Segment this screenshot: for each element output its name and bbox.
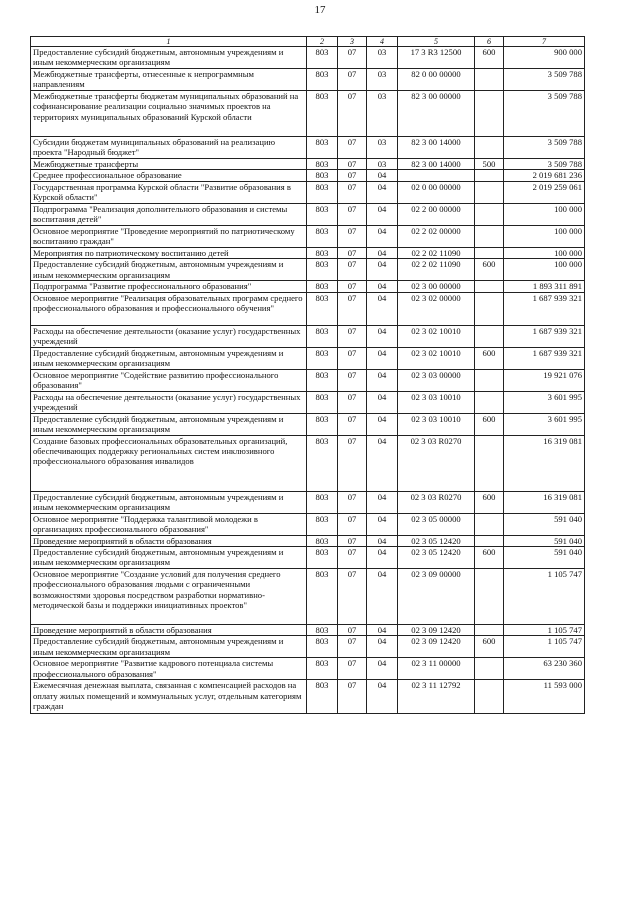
row-expense-type bbox=[475, 137, 504, 159]
row-name-cell: Государственная программа Курской области "Развитие образования в Курской области" bbox=[31, 181, 307, 203]
table-body bbox=[31, 47, 585, 714]
row-admin-code: 803 bbox=[307, 513, 338, 535]
row-amount: 16 319 081 bbox=[504, 435, 585, 491]
table-row bbox=[31, 491, 585, 513]
table-row bbox=[31, 159, 585, 170]
row-target-code: 02 3 09 00000 bbox=[398, 569, 475, 625]
row-target-code: 02 2 02 11090 bbox=[398, 247, 475, 258]
row-amount: 100 000 bbox=[504, 225, 585, 247]
table-row bbox=[31, 292, 585, 325]
row-target-code: 82 0 00 00000 bbox=[398, 69, 475, 91]
row-amount: 900 000 bbox=[504, 47, 585, 69]
table-row bbox=[31, 413, 585, 435]
table-row bbox=[31, 435, 585, 491]
row-admin-code: 803 bbox=[307, 547, 338, 569]
row-target-code: 02 3 03 10010 bbox=[398, 391, 475, 413]
row-admin-code: 803 bbox=[307, 181, 338, 203]
row-target-code: 02 3 05 12420 bbox=[398, 547, 475, 569]
row-expense-type bbox=[475, 225, 504, 247]
row-name-cell: Основное мероприятие "Развитие кадрового потенциала системы профессионального образования" bbox=[31, 658, 307, 680]
column-header: 5 bbox=[398, 37, 475, 47]
table-row bbox=[31, 547, 585, 569]
row-target-code: 82 3 00 00000 bbox=[398, 91, 475, 137]
row-target-code: 02 3 09 12420 bbox=[398, 636, 475, 658]
table-row bbox=[31, 680, 585, 714]
row-expense-type bbox=[475, 292, 504, 325]
row-section-code: 07 bbox=[338, 513, 367, 535]
table-row bbox=[31, 225, 585, 247]
row-subsection-code: 03 bbox=[367, 137, 398, 159]
row-admin-code: 803 bbox=[307, 636, 338, 658]
row-section-code: 07 bbox=[338, 170, 367, 181]
table-row bbox=[31, 347, 585, 369]
table-row bbox=[31, 391, 585, 413]
row-admin-code: 803 bbox=[307, 658, 338, 680]
row-section-code: 07 bbox=[338, 347, 367, 369]
table-row bbox=[31, 203, 585, 225]
row-amount: 1 687 939 321 bbox=[504, 347, 585, 369]
row-admin-code: 803 bbox=[307, 347, 338, 369]
row-section-code: 07 bbox=[338, 535, 367, 546]
row-admin-code: 803 bbox=[307, 391, 338, 413]
row-name-cell: Предоставление субсидий бюджетным, автономным учреждениям и иным некоммерческим организациям bbox=[31, 347, 307, 369]
row-subsection-code: 04 bbox=[367, 225, 398, 247]
row-section-code: 07 bbox=[338, 658, 367, 680]
row-amount: 1 105 747 bbox=[504, 569, 585, 625]
row-subsection-code: 04 bbox=[367, 281, 398, 292]
row-expense-type: 600 bbox=[475, 547, 504, 569]
row-expense-type: 600 bbox=[475, 47, 504, 69]
row-expense-type bbox=[475, 247, 504, 258]
row-target-code: 02 3 02 10010 bbox=[398, 325, 475, 347]
row-amount: 591 040 bbox=[504, 547, 585, 569]
row-amount: 2 019 681 236 bbox=[504, 170, 585, 181]
row-target-code: 02 3 02 10010 bbox=[398, 347, 475, 369]
row-admin-code: 803 bbox=[307, 203, 338, 225]
table-row bbox=[31, 636, 585, 658]
row-subsection-code: 04 bbox=[367, 369, 398, 391]
row-subsection-code: 04 bbox=[367, 292, 398, 325]
row-amount: 3 509 788 bbox=[504, 159, 585, 170]
row-admin-code: 803 bbox=[307, 69, 338, 91]
row-subsection-code: 03 bbox=[367, 69, 398, 91]
row-admin-code: 803 bbox=[307, 535, 338, 546]
row-expense-type: 600 bbox=[475, 491, 504, 513]
row-admin-code: 803 bbox=[307, 569, 338, 625]
row-amount: 2 019 259 061 bbox=[504, 181, 585, 203]
table-row bbox=[31, 625, 585, 636]
row-subsection-code: 04 bbox=[367, 636, 398, 658]
row-name-cell: Предоставление субсидий бюджетным, автономным учреждениям и иным некоммерческим организациям bbox=[31, 259, 307, 281]
table-row bbox=[31, 513, 585, 535]
row-section-code: 07 bbox=[338, 391, 367, 413]
row-subsection-code: 04 bbox=[367, 680, 398, 714]
row-subsection-code: 04 bbox=[367, 170, 398, 181]
row-target-code bbox=[398, 170, 475, 181]
row-section-code: 07 bbox=[338, 435, 367, 491]
row-admin-code: 803 bbox=[307, 159, 338, 170]
row-subsection-code: 04 bbox=[367, 347, 398, 369]
row-name-cell: Подпрограмма "Развитие профессионального образования" bbox=[31, 281, 307, 292]
row-section-code: 07 bbox=[338, 569, 367, 625]
column-header: 6 bbox=[475, 37, 504, 47]
row-subsection-code: 04 bbox=[367, 247, 398, 258]
row-amount: 19 921 076 bbox=[504, 369, 585, 391]
row-admin-code: 803 bbox=[307, 625, 338, 636]
row-admin-code: 803 bbox=[307, 259, 338, 281]
row-name-cell: Предоставление субсидий бюджетным, автономным учреждениям и иным некоммерческим организациям bbox=[31, 413, 307, 435]
row-section-code: 07 bbox=[338, 292, 367, 325]
row-expense-type bbox=[475, 435, 504, 491]
table-row bbox=[31, 91, 585, 137]
row-amount: 100 000 bbox=[504, 203, 585, 225]
row-section-code: 07 bbox=[338, 247, 367, 258]
row-admin-code: 803 bbox=[307, 491, 338, 513]
row-target-code: 02 2 02 00000 bbox=[398, 225, 475, 247]
row-name-cell: Основное мероприятие "Создание условий для получения среднего профессионального образования людьми с ограниченными возможностями здоровья посредством разработки нормативно-методической базы и поддержки инициативных проектов" bbox=[31, 569, 307, 625]
row-target-code: 02 3 03 10010 bbox=[398, 413, 475, 435]
column-header: 3 bbox=[338, 37, 367, 47]
row-target-code: 02 2 02 11090 bbox=[398, 259, 475, 281]
row-section-code: 07 bbox=[338, 491, 367, 513]
row-name-cell: Проведение мероприятий в области образования bbox=[31, 625, 307, 636]
row-section-code: 07 bbox=[338, 159, 367, 170]
row-admin-code: 803 bbox=[307, 413, 338, 435]
row-expense-type bbox=[475, 91, 504, 137]
row-name-cell: Ежемесячная денежная выплата, связанная с компенсацией расходов на оплату жилых помещений и коммунальных услуг, отдельным категориям граждан bbox=[31, 680, 307, 714]
table-row bbox=[31, 658, 585, 680]
row-subsection-code: 04 bbox=[367, 658, 398, 680]
column-header: 2 bbox=[307, 37, 338, 47]
row-expense-type bbox=[475, 658, 504, 680]
row-amount: 11 593 000 bbox=[504, 680, 585, 714]
row-admin-code: 803 bbox=[307, 170, 338, 181]
row-amount: 1 105 747 bbox=[504, 636, 585, 658]
column-header: 1 bbox=[31, 37, 307, 47]
row-target-code: 02 3 11 00000 bbox=[398, 658, 475, 680]
row-section-code: 07 bbox=[338, 137, 367, 159]
row-expense-type bbox=[475, 369, 504, 391]
row-amount: 1 687 939 321 bbox=[504, 325, 585, 347]
row-subsection-code: 04 bbox=[367, 203, 398, 225]
row-name-cell: Субсидии бюджетам муниципальных образований на реализацию проекта "Народный бюджет" bbox=[31, 137, 307, 159]
row-name-cell: Расходы на обеспечение деятельности (оказание услуг) государственных учреждений bbox=[31, 325, 307, 347]
page-number: 17 bbox=[314, 4, 326, 16]
row-name-cell: Межбюджетные трансферты бюджетам муниципальных образований на софинансирование реализации социально значимых проектов на территориях муниципальных образований Курской области bbox=[31, 91, 307, 137]
row-section-code: 07 bbox=[338, 625, 367, 636]
row-admin-code: 803 bbox=[307, 281, 338, 292]
row-section-code: 07 bbox=[338, 91, 367, 137]
row-name-cell: Подпрограмма "Реализация дополнительного образования и системы воспитания детей" bbox=[31, 203, 307, 225]
row-section-code: 07 bbox=[338, 680, 367, 714]
row-admin-code: 803 bbox=[307, 247, 338, 258]
row-amount: 591 040 bbox=[504, 513, 585, 535]
row-name-cell: Предоставление субсидий бюджетным, автономным учреждениям и иным некоммерческим организациям bbox=[31, 491, 307, 513]
column-header: 4 bbox=[367, 37, 398, 47]
row-amount: 100 000 bbox=[504, 247, 585, 258]
row-name-cell: Основное мероприятие "Поддержка талантливой молодежи в организациях профессионального образования" bbox=[31, 513, 307, 535]
row-expense-type bbox=[475, 680, 504, 714]
row-subsection-code: 03 bbox=[367, 47, 398, 69]
row-amount: 1 893 311 891 bbox=[504, 281, 585, 292]
table-row bbox=[31, 569, 585, 625]
row-target-code: 02 3 03 R0270 bbox=[398, 435, 475, 491]
row-target-code: 02 3 02 00000 bbox=[398, 292, 475, 325]
table-row bbox=[31, 325, 585, 347]
row-section-code: 07 bbox=[338, 225, 367, 247]
row-section-code: 07 bbox=[338, 413, 367, 435]
row-expense-type: 500 bbox=[475, 159, 504, 170]
row-expense-type bbox=[475, 170, 504, 181]
row-subsection-code: 04 bbox=[367, 325, 398, 347]
row-section-code: 07 bbox=[338, 47, 367, 69]
row-expense-type bbox=[475, 69, 504, 91]
row-amount: 1 687 939 321 bbox=[504, 292, 585, 325]
row-expense-type bbox=[475, 325, 504, 347]
row-target-code: 02 3 05 12420 bbox=[398, 535, 475, 546]
table-row bbox=[31, 69, 585, 91]
row-expense-type bbox=[475, 513, 504, 535]
table-row bbox=[31, 259, 585, 281]
row-subsection-code: 04 bbox=[367, 491, 398, 513]
row-subsection-code: 04 bbox=[367, 413, 398, 435]
row-amount: 1 105 747 bbox=[504, 625, 585, 636]
row-admin-code: 803 bbox=[307, 47, 338, 69]
row-expense-type: 600 bbox=[475, 259, 504, 281]
row-admin-code: 803 bbox=[307, 325, 338, 347]
row-subsection-code: 03 bbox=[367, 91, 398, 137]
row-expense-type bbox=[475, 535, 504, 546]
row-section-code: 07 bbox=[338, 203, 367, 225]
row-amount: 591 040 bbox=[504, 535, 585, 546]
budget-table bbox=[30, 36, 585, 714]
row-admin-code: 803 bbox=[307, 369, 338, 391]
row-expense-type: 600 bbox=[475, 347, 504, 369]
row-subsection-code: 04 bbox=[367, 625, 398, 636]
row-subsection-code: 04 bbox=[367, 569, 398, 625]
row-subsection-code: 04 bbox=[367, 181, 398, 203]
row-target-code: 02 2 00 00000 bbox=[398, 203, 475, 225]
table-row bbox=[31, 535, 585, 546]
row-target-code: 02 3 05 00000 bbox=[398, 513, 475, 535]
row-name-cell: Расходы на обеспечение деятельности (оказание услуг) государственных учреждений bbox=[31, 391, 307, 413]
row-subsection-code: 04 bbox=[367, 535, 398, 546]
table-row bbox=[31, 47, 585, 69]
column-header: 7 bbox=[504, 37, 585, 47]
row-subsection-code: 04 bbox=[367, 547, 398, 569]
row-expense-type bbox=[475, 203, 504, 225]
row-subsection-code: 04 bbox=[367, 513, 398, 535]
row-subsection-code: 04 bbox=[367, 435, 398, 491]
row-expense-type bbox=[475, 625, 504, 636]
row-name-cell: Предоставление субсидий бюджетным, автономным учреждениям и иным некоммерческим организациям bbox=[31, 547, 307, 569]
row-admin-code: 803 bbox=[307, 91, 338, 137]
row-target-code: 02 3 09 12420 bbox=[398, 625, 475, 636]
row-amount: 3 601 995 bbox=[504, 413, 585, 435]
row-name-cell: Основное мероприятие "Проведение мероприятий по патриотическому воспитанию граждан" bbox=[31, 225, 307, 247]
row-amount: 3 509 788 bbox=[504, 69, 585, 91]
row-expense-type bbox=[475, 181, 504, 203]
row-amount: 16 319 081 bbox=[504, 491, 585, 513]
row-section-code: 07 bbox=[338, 181, 367, 203]
row-name-cell: Мероприятия по патриотическому воспитанию детей bbox=[31, 247, 307, 258]
table-row bbox=[31, 181, 585, 203]
row-section-code: 07 bbox=[338, 259, 367, 281]
table-row bbox=[31, 281, 585, 292]
row-section-code: 07 bbox=[338, 325, 367, 347]
row-expense-type: 600 bbox=[475, 413, 504, 435]
row-expense-type bbox=[475, 281, 504, 292]
row-amount: 3 509 788 bbox=[504, 137, 585, 159]
row-amount: 100 000 bbox=[504, 259, 585, 281]
row-subsection-code: 03 bbox=[367, 159, 398, 170]
row-admin-code: 803 bbox=[307, 435, 338, 491]
row-expense-type bbox=[475, 569, 504, 625]
row-section-code: 07 bbox=[338, 69, 367, 91]
row-admin-code: 803 bbox=[307, 225, 338, 247]
row-name-cell: Межбюджетные трансферты, отнесенные к непрограммным направлениям bbox=[31, 69, 307, 91]
row-target-code: 02 3 03 R0270 bbox=[398, 491, 475, 513]
row-target-code: 82 3 00 14000 bbox=[398, 137, 475, 159]
row-subsection-code: 04 bbox=[367, 391, 398, 413]
row-section-code: 07 bbox=[338, 547, 367, 569]
row-name-cell: Предоставление субсидий бюджетным, автономным учреждениям и иным некоммерческим организациям bbox=[31, 47, 307, 69]
row-target-code: 02 3 00 00000 bbox=[398, 281, 475, 292]
row-section-code: 07 bbox=[338, 281, 367, 292]
row-section-code: 07 bbox=[338, 369, 367, 391]
row-name-cell: Создание базовых профессиональных образовательных организаций, обеспечивающих поддержку региональных систем инклюзивного профессионального образования инвалидов bbox=[31, 435, 307, 491]
row-target-code: 17 3 R3 12500 bbox=[398, 47, 475, 69]
row-expense-type bbox=[475, 391, 504, 413]
row-target-code: 02 3 11 12792 bbox=[398, 680, 475, 714]
row-amount: 3 601 995 bbox=[504, 391, 585, 413]
row-name-cell: Межбюджетные трансферты bbox=[31, 159, 307, 170]
row-name-cell: Проведение мероприятий в области образования bbox=[31, 535, 307, 546]
row-admin-code: 803 bbox=[307, 137, 338, 159]
row-admin-code: 803 bbox=[307, 680, 338, 714]
table-row bbox=[31, 170, 585, 181]
table-row bbox=[31, 137, 585, 159]
row-name-cell: Предоставление субсидий бюджетным, автономным учреждениям и иным некоммерческим организациям bbox=[31, 636, 307, 658]
row-target-code: 02 3 03 00000 bbox=[398, 369, 475, 391]
row-target-code: 82 3 00 14000 bbox=[398, 159, 475, 170]
table-row bbox=[31, 247, 585, 258]
row-amount: 63 230 360 bbox=[504, 658, 585, 680]
row-name-cell: Основное мероприятие "Содействие развитию профессионального образования" bbox=[31, 369, 307, 391]
row-subsection-code: 04 bbox=[367, 259, 398, 281]
table-header-row bbox=[31, 37, 585, 47]
row-amount: 3 509 788 bbox=[504, 91, 585, 137]
row-name-cell: Основное мероприятие "Реализация образовательных программ среднего профессионального образования и профессионального обучения" bbox=[31, 292, 307, 325]
row-expense-type: 600 bbox=[475, 636, 504, 658]
row-target-code: 02 0 00 00000 bbox=[398, 181, 475, 203]
row-name-cell: Среднее профессиональное образование bbox=[31, 170, 307, 181]
table-row bbox=[31, 369, 585, 391]
row-section-code: 07 bbox=[338, 636, 367, 658]
row-admin-code: 803 bbox=[307, 292, 338, 325]
